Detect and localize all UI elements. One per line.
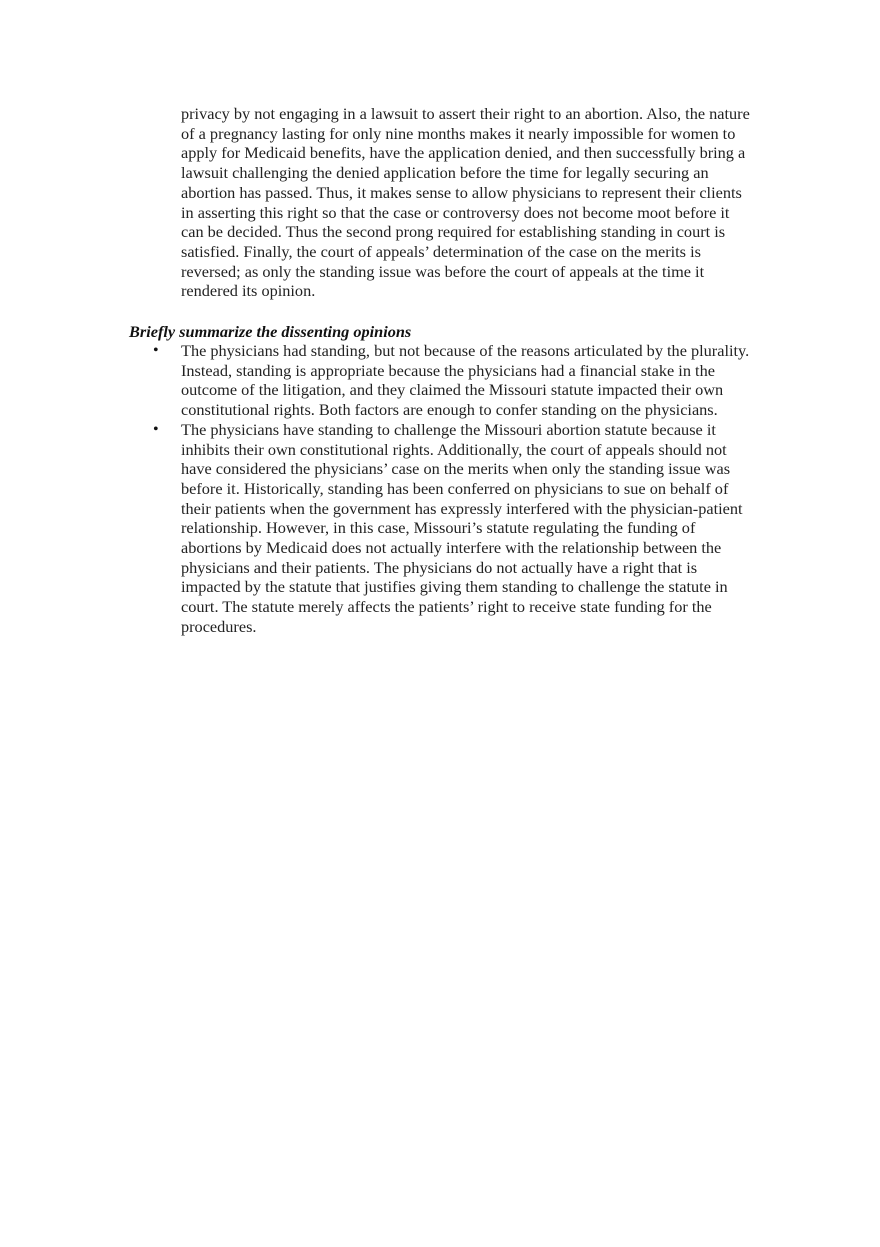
- list-item: [149, 420, 751, 637]
- bullet-icon: •: [153, 342, 159, 359]
- dissent-item-text: The physicians have standing to challenge the Missouri abortion statute because it inhibits their own constitutional rights. Additionally, the court of appeals should not have considered the physicians’ case on the merits when only the standing issue was before it. Historically, standing has been conferred on physicians to sue on behalf of their patients when the government has expressly interfered with the physician-patient relationship. However, in this case, Missouri’s statute regulating the funding of abortions by Medicaid does not actually interfere with the relationship between the physicians and their patients. The physicians do not actually have a right that is impacted by the statute that justifies giving them standing to challenge the statute in court. The statute merely affects the patients’ right to receive state funding for the procedures.: [181, 419, 743, 636]
- list-item: [149, 341, 751, 420]
- continuation-paragraph: privacy by not engaging in a lawsuit to assert their right to an abortion. Also, the nature of a pregnancy lasting for only nine months makes it nearly impossible for women to apply for Medicaid benefits, have the application denied, and then successfully bring a lawsuit challenging the denied application before the time for legally securing an abortion has passed. Thus, it makes sense to allow physicians to represent their clients in asserting this right so that the case or controversy does not become moot before it can be decided. Thus the second prong required for establishing standing in court is satisfied. Finally, the court of appeals’ determination of the case on the merits is reversed; as only the standing issue was before the court of appeals at the time it rendered its opinion.: [181, 104, 750, 301]
- bullet-icon: •: [153, 420, 159, 438]
- dissent-list: [149, 341, 751, 637]
- dissent-heading: Briefly summarize the dissenting opinions: [129, 322, 412, 341]
- dissent-item-text: The physicians had standing, but not because of the reasons articulated by the plurality. Instead, standing is appropriate because the physicians had a financial stake in the outcome of the litigation, and they claimed the Missouri statute impacted their own constitutional rights. Both factors are enough to confer standing on the physicians.: [181, 341, 750, 420]
